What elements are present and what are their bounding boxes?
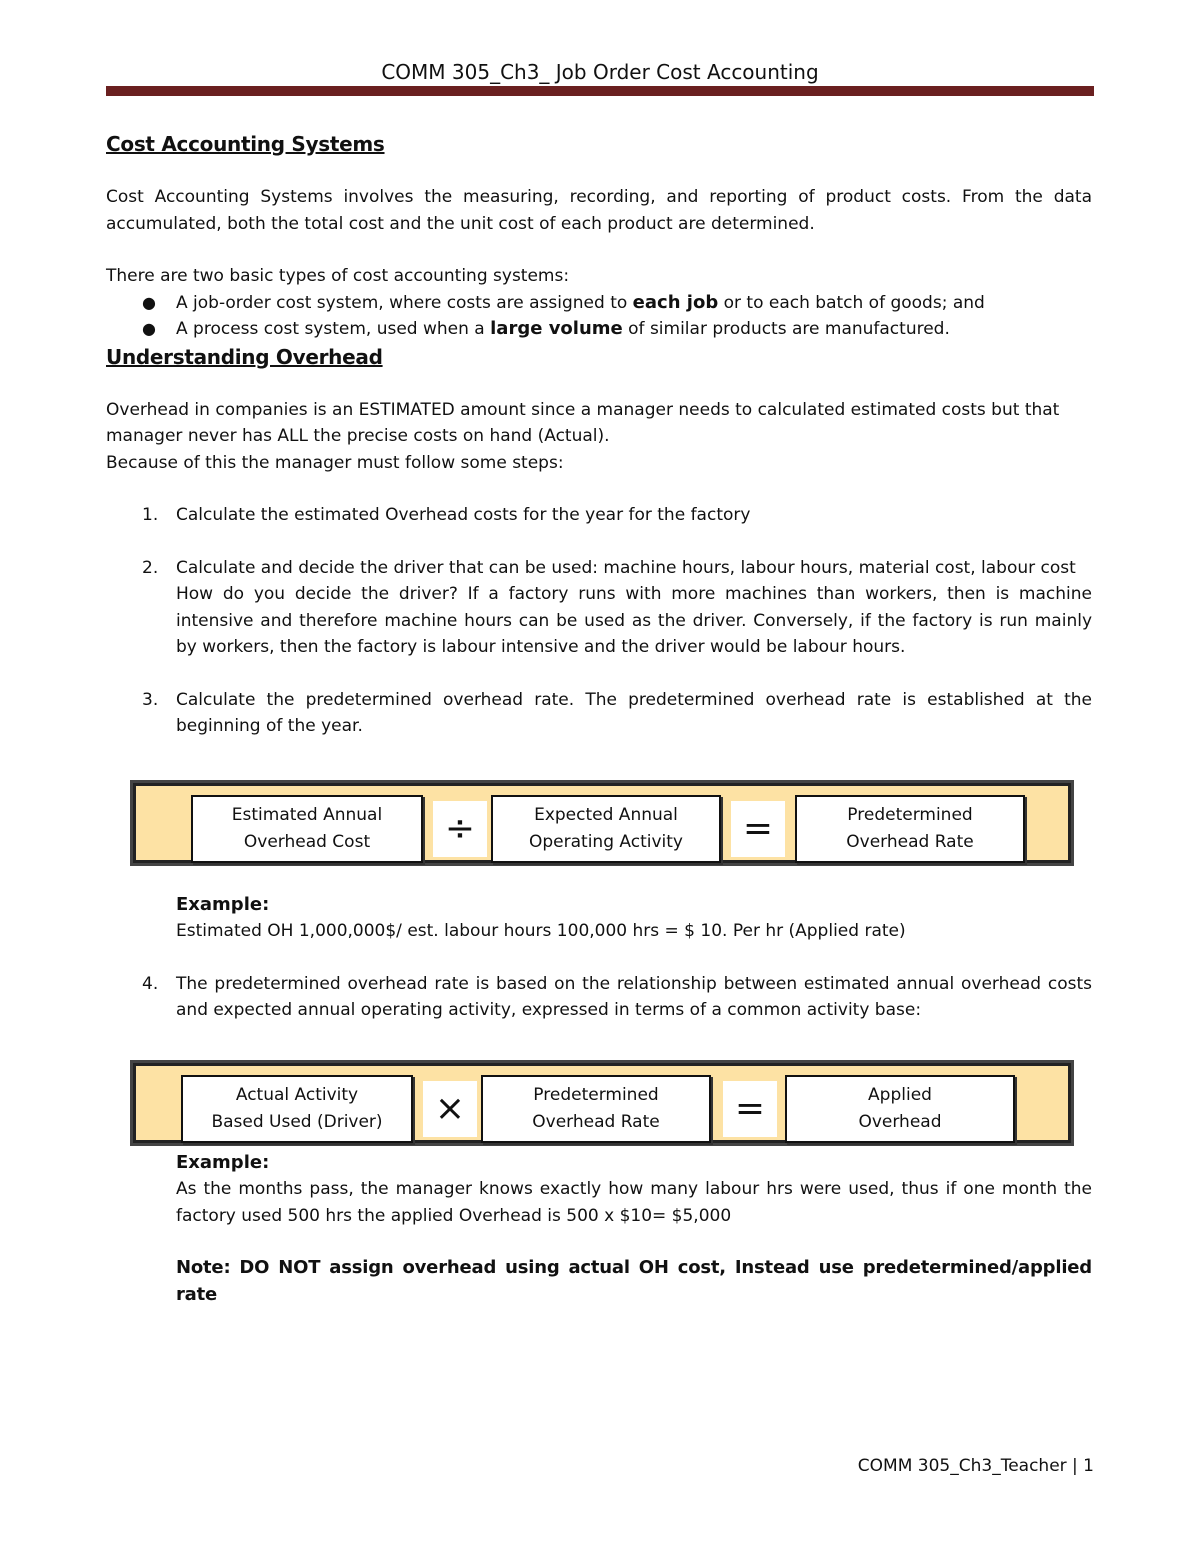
formula-box-estimated-overhead: Estimated Annual Overhead Cost <box>191 795 423 863</box>
formula-box-actual-activity: Actual Activity Based Used (Driver) <box>181 1075 413 1143</box>
step-4: 4. The predetermined overhead rate is based on the relationship between estimated annual overhead costs and expected annual operating activity, expressed in terms of a common activity base: <box>142 973 1092 1020</box>
step-2-driver-explanation: How do you decide the driver? If a factory runs with more machines than workers, then is machine intensive and therefore machine hours can be used as the driver. Conversely, if the factory is run mainly by workers, then the factory is labour intensive and the driver would be labour hours. <box>176 584 1092 657</box>
formula-box-applied-overhead: Applied Overhead <box>785 1075 1015 1143</box>
formula-applied-overhead <box>130 1060 1074 1146</box>
steps-list-continued <box>106 971 1092 1024</box>
example-1-text: Estimated OH 1,000,000$/ est. labour hours 100,000 hrs = $ 10. Per hr (Applied rate) <box>176 921 906 941</box>
equals-icon: = <box>723 1081 777 1137</box>
paragraph-cost-systems-intro: Cost Accounting Systems involves the measuring, recording, and reporting of product costs. From the data accumulated, both the total cost and the unit cost of each product are determined. <box>106 187 1092 234</box>
bullet-list-system-types <box>106 290 1092 343</box>
header-rule <box>106 86 1094 96</box>
formula-box-operating-activity: Expected Annual Operating Activity <box>491 795 721 863</box>
paragraph-steps-intro: Because of this the manager must follow some steps: <box>106 452 564 473</box>
step-2: 2. Calculate and decide the driver that can be used: machine hours, labour hours, material cost, labour cost How do you decide the driver? If a factory runs with more machines than workers, then is machine intensive and therefore machine hours can be used as the driver. Conversely, if the factory is run mainly by workers, then the factory is labour intensive and the driver would be labour hours. <box>106 555 1092 661</box>
multiply-icon: × <box>423 1081 477 1137</box>
example-1 <box>106 892 1092 945</box>
step-1: 1. Calculate the estimated Overhead costs for the year for the factory <box>142 505 751 525</box>
note-overhead-assignment: Note: DO NOT assign overhead using actual OH cost, Instead use predetermined/applied rate <box>176 1257 1092 1305</box>
page-header-title: COMM 305_Ch3_ Job Order Cost Accounting <box>381 60 819 84</box>
bullet-process-cost: ● A process cost system, used when a large volume of similar products are manufactured. <box>106 316 1092 343</box>
example-2-text: As the months pass, the manager knows exactly how many labour hrs were used, thus if one month the factory used 500 hrs the applied Overhead is 500 x $10= $5,000 <box>176 1179 1092 1226</box>
heading-understanding-overhead: Understanding Overhead <box>106 344 383 369</box>
document-body <box>106 130 1092 1308</box>
paragraph-two-types: There are two basic types of cost accounting systems: <box>106 266 570 286</box>
steps-list <box>106 502 1092 740</box>
paragraph-overhead-estimated: Overhead in companies is an ESTIMATED amount since a manager needs to calculated estimated costs but that manager never has ALL the precise costs on hand (Actual). <box>106 399 1060 446</box>
equals-icon: = <box>731 801 785 857</box>
example-2 <box>106 1150 1092 1309</box>
bullet-job-order: ● A job-order cost system, where costs are assigned to each job or to each batch of goods; and <box>106 290 1092 317</box>
formula-box-predetermined-rate: Predetermined Overhead Rate <box>795 795 1025 863</box>
formula-predetermined-rate <box>130 780 1074 866</box>
formula-box-predetermined-rate-2: Predetermined Overhead Rate <box>481 1075 711 1143</box>
bullet-dot-icon: ● <box>142 292 156 312</box>
heading-cost-accounting-systems: Cost Accounting Systems <box>106 132 385 156</box>
bullet-dot-icon: ● <box>142 319 156 338</box>
divide-icon: ÷ <box>433 801 487 857</box>
example-1-label: Example: <box>176 893 270 915</box>
page-footer: COMM 305_Ch3_Teacher | 1 <box>857 1456 1094 1476</box>
step-3: 3. Calculate the predetermined overhead rate. The predetermined overhead rate is established at the beginning of the year. <box>142 689 1092 736</box>
example-2-label: Example: <box>176 1151 270 1173</box>
